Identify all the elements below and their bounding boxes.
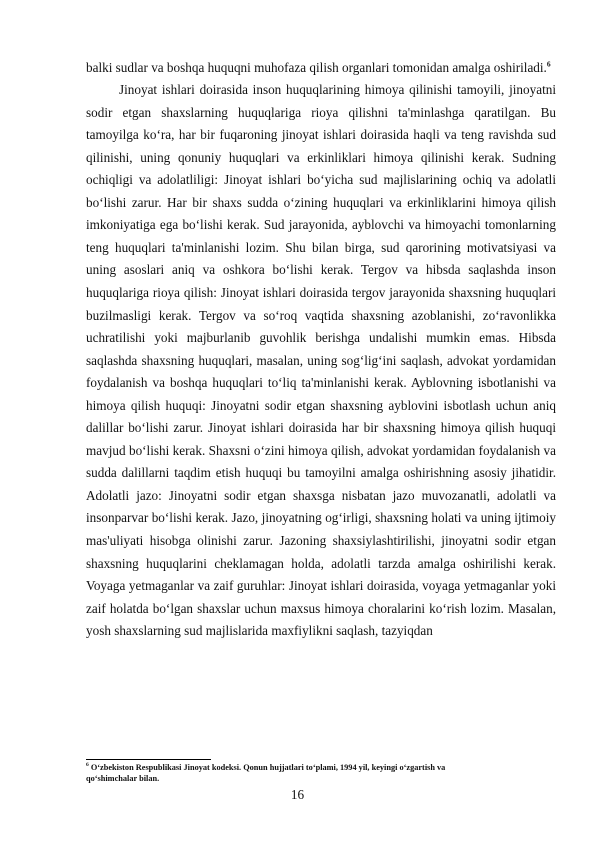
footnote-separator xyxy=(86,759,211,760)
body-text xyxy=(86,57,556,643)
footnote-marker: 6 xyxy=(86,761,89,768)
footnote-reference: 6 xyxy=(546,59,551,69)
paragraph-text: Jinoyat ishlari doirasida inson huquqlarining himoya qilinishi tamoyili, jinoyatni sodir etgan shaxslarning huquqlariga rioya qilishni ta'minlashga qaratilgan. Bu tamoyilga ko‘ra, har bir fuqaroning jinoyat ishlari doirasida haqli va teng ravishda sud qilinishi, uning qonuniy huquqlari va erkinliklari himoya qilinishi kerak. Sudning ochiqligi va adolatliligi: Jinoyat ishlari bo‘yicha sud majlislarining ochiq va adolatli bo‘lishi zarur. Har bir shaxs sudda o‘zining huquqlari va erkinliklarini himoya qilish imkoniyatiga ega bo‘lishi kerak. Sud jarayonida, ayblovchi va himoyachi tomonlarning teng huquqlari ta'minlanishi lozim. Shu bilan birga, sud qarorining motivatsiyasi va uning asoslari aniq va oshkora bo‘lishi kerak. Tergov va hibsda saqlashda inson huquqlariga rioya qilish: Jinoyat ishlari doirasida tergov jarayonida shaxsning huquqlari buzilmasligi kerak. Tergov va so‘roq vaqtida shaxsning azoblanishi, zo‘ravonlikka uchratilishi yoki majburlanib guvohlik berishga undalishi mumkin emas. Hibsda saqlashda shaxsning huquqlari, masalan, uning sog‘lig‘ini saqlash, advokat yordamidan foydalanish va boshqa huquqlari to‘liq ta'minlanishi kerak. Ayblovning isbotlanishi va himoya qilish huquqi: Jinoyatni sodir etgan shaxsning ayblovini isbotlash uchun aniq dalillar bo‘lishi zarur. Jinoyat ishlari doirasida har bir shaxsning himoya qilish huquqi mavjud bo‘lishi kerak. Shaxsni o‘zini himoya qilish, advokat yordamidan foydalanish va sudda dalillarni taqdim etish huquqi bu tamoyilni amalga oshirishning asosiy jihatidir. Adolatli jazo: Jinoyatni sodir etgan shaxsga nisbatan jazo muvozanatli, adolatli va insonparvar bo‘lishi kerak. Jazo, jinoyatning og‘irligi, shaxsning holati va uning ijtimoiy mas'uliyati hisobga olinishi zarur. Jazoning shaxsiylashtirilishi, jinoyatni sodir etgan shaxsning huquqlarini cheklamagan holda, adolatli tarzda amalga oshirilishi kerak. Voyaga yetmaganlar va zaif guruhlar: Jinoyat ishlari doirasida, voyaga yetmaganlar yoki zaif holatda bo‘lgan shaxslar uchun maxsus himoya choralarini ko‘rish lozim. Masalan, yosh shaxslarning sud majlislarida maxfiylikni saqlash, tazyiqdan xyxy=(86,82,556,639)
paragraph-text: balki sudlar va boshqa huquqni muhofaza qilish organlari tomonidan amalga oshiriladi. xyxy=(86,59,547,75)
footnote xyxy=(86,762,486,785)
footnote-text: O‘zbekiston Respublikasi Jinoyat kodeksi. Qonun hujjatlari to‘plami, 1994 yil, keyingi o‘zgartish va qo‘shimchalar bilan. xyxy=(86,762,446,783)
page-number: 16 xyxy=(290,787,305,802)
paragraph-main xyxy=(86,79,556,643)
paragraph-continuation xyxy=(86,57,556,80)
